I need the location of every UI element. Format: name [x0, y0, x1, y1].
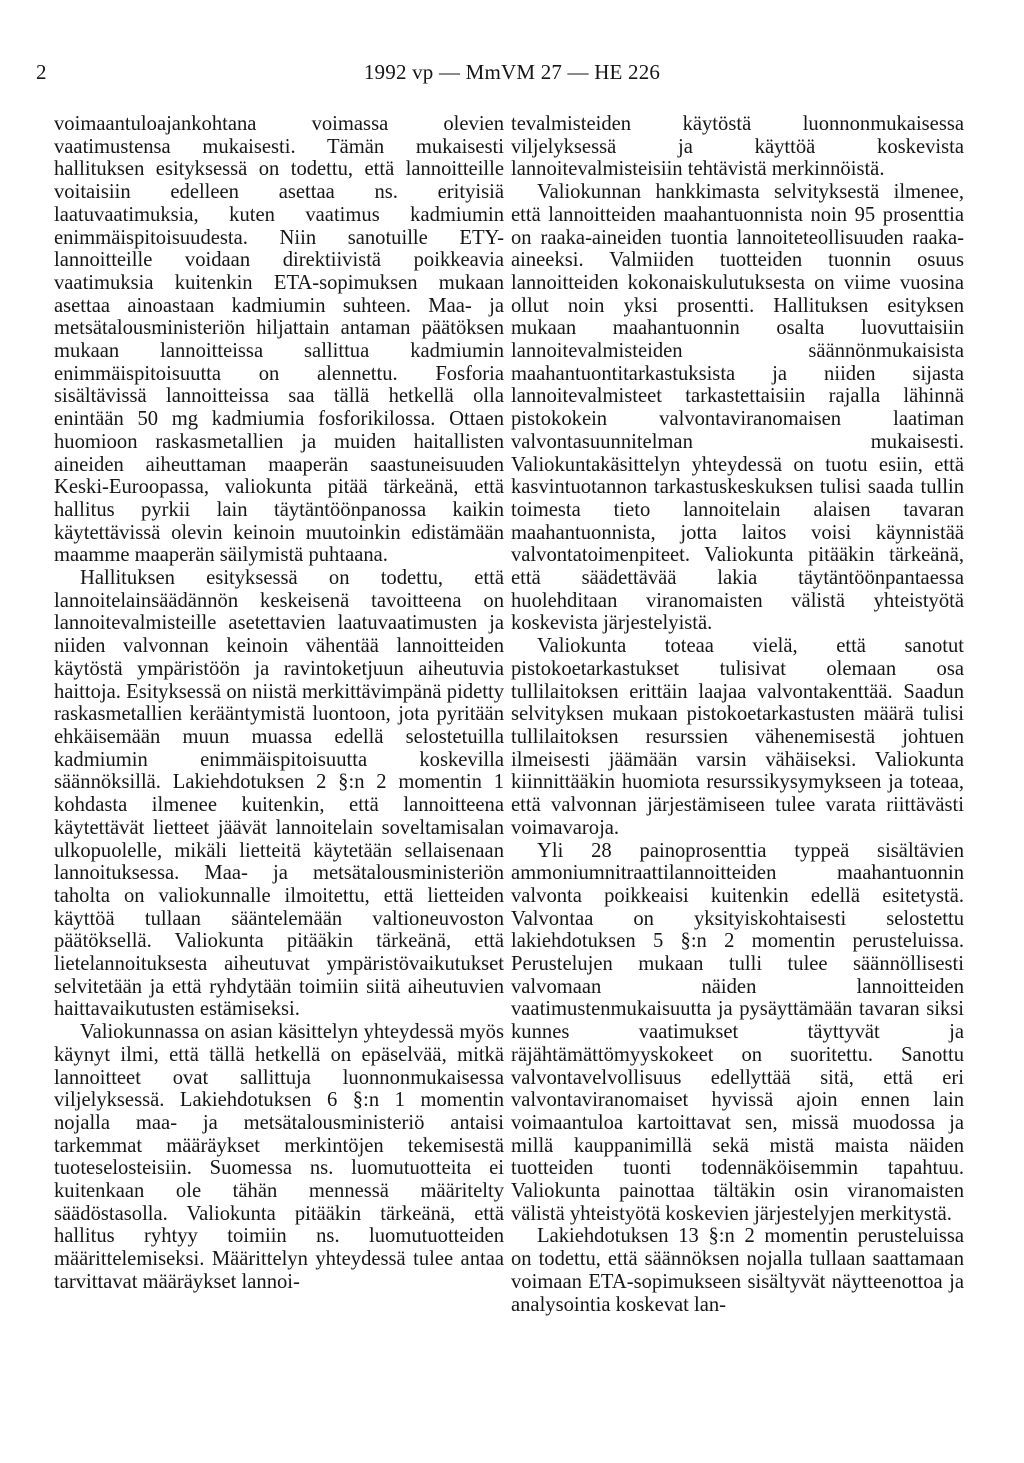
paragraph: Valiokunnan hankkimasta selvityksestä ilmenee, että lannoitteiden maahantuonnista noin 95 prosenttia on raaka-aineiden tuontia lannoiteteollisuuden raaka-aineeksi. Valmiiden tuotteiden tuonnin osuus lannoitteiden kokonaiskulutuksesta on viime vuosina ollut noin yksi prosentti. Hallituksen esityksen mukaan maahantuonnin osalta luovuttaisiin lannoitevalmisteiden säännönmukaisista maahantuontitarkastuksista ja niiden sijasta lannoitevalmisteet tarkastettaisiin rajalla lähinnä pistokokein valvontaviranomaisen laatiman valvontasuunnitelman mukaisesti. Valiokuntakäsittelyn yhteydessä on tuotu esiin, että kasvintuotannon tarkastuskeskuksen tulisi saada tullin toimesta tieto lannoitelain alaisen tavaran maahantuonnista, jotta laitos voisi käynnistää valvontatoimenpiteet. Valiokunta pitääkin tärkeänä, että säädettävää lakia täytäntöönpantaessa huolehditaan viranomaisten välistä yhteistyötä koskevista järjestelyistä.	[511, 181, 964, 635]
paragraph: voimaantuloajankohtana voimassa olevien vaatimustensa mukaisesti. Tämän mukaisesti hallituksen esityksessä on todettu, että lannoitteille voitaisiin edelleen asettaa ns. erityisiä laatuvaatimuksia, kuten vaatimus kadmiumin enimmäispitoisuudesta. Niin sanotuille ETY-lannoitteille voidaan direktiivistä poikkeavia vaatimuksia kuitenkin ETA-sopimuksen mukaan asettaa ainoastaan kadmiumin suhteen. Maa- ja metsätalousministeriön hiljattain antaman päätöksen mukaan lannoitteissa sallittua kadmiumin enimmäispitoisuutta on alennettu. Fosforia sisältävissä lannoitteissa saa tällä hetkellä olla enintään 50 mg kadmiumia fosforikilossa. Ottaen huomioon raskasmetallien ja muiden haitallisten aineiden aiheuttaman maaperän saastuneisuuden Keski-Euroopassa, valiokunta pitää tärkeänä, että hallitus pyrkii lain täytäntöönpanossa kaikin käytettävissä olevin keinoin muutoinkin edistämään maamme maaperän säilymistä puhtaana.	[54, 113, 504, 567]
page-header	[0, 60, 1024, 90]
page-number: 2	[36, 60, 47, 84]
left-column	[54, 113, 504, 1294]
paragraph: Yli 28 painoprosenttia typpeä sisältävien ammoniumnitraattilannoitteiden maahantuonnin valvonta poikkeaisi kuitenkin edellä esitetystä. Valvontaa on yksityiskohtaisesti selostettu lakiehdotuksen 5 §:n 2 momentin perusteluissa. Perustelujen mukaan tulli tulee säännöllisesti valvomaan näiden lannoitteiden vaatimustenmukaisuutta ja pysäyttämään tavaran siksi kunnes vaatimukset täyttyvät ja räjähtämättömyyskokeet on suoritettu. Sanottu valvontavelvollisuus edellyttää sitä, että eri valvontaviranomaiset hyvissä ajoin ennen lain voimaantuloa kartoittavat sen, missä muodossa ja millä kauppanimillä sekä mistä maista näiden tuotteiden tuonti todennäköisemmin tapahtuu. Valiokunta painottaa tältäkin osin viranomaisten välistä yhteistyötä koskevien järjestelyjen merkitystä.	[511, 839, 964, 1225]
paragraph: Valiokunta toteaa vielä, että sanotut pistokoetarkastukset tulisivat olemaan osa tullilaitoksen erittäin laajaa valvontakenttää. Saadun selvityksen mukaan pistokoetarkastusten määrä tulisi tullilaitoksen resurssien vähenemisestä johtuen ilmeisesti jäämään varsin vähäiseksi. Valiokunta kiinnittääkin huomiota resurssikysymykseen ja toteaa, että valvonnan järjestämiseen tulee varata riittävästi voimavaroja.	[511, 635, 964, 839]
paragraph: tevalmisteiden käytöstä luonnonmukaisessa viljelyksessä ja käyttöä koskevista lannoitevalmisteisiin tehtävistä merkinnöistä.	[511, 113, 964, 181]
paragraph: Hallituksen esityksessä on todettu, että lannoitelainsäädännön keskeisenä tavoitteena on lannoitevalmisteille asetettavien laatuvaatimusten ja niiden valvonnan keinoin vähentää lannoitteiden käytöstä ympäristöön ja ravintoketjuun aiheutuvia haittoja. Esityksessä on niistä merkittävimpänä pidetty raskasmetallien kerääntymistä luontoon, jota pyritään ehkäisemään muun muassa edellä selostetuilla kadmiumin enimmäispitoisuutta koskevilla säännöksillä. Lakiehdotuksen 2 §:n 2 momentin 1 kohdasta ilmenee kuitenkin, että lannoitteena käytettävät lietteet jäävät lannoitelain soveltamisalan ulkopuolelle, mikäli lietteitä käytetään sellaisenaan lannoituksessa. Maa- ja metsätalousministeriön taholta on valiokunnalle ilmoitettu, että lietteiden käyttöä tullaan sääntelemään valtioneuvoston päätöksellä. Valiokunta pitääkin tärkeänä, että lietelannoituksesta aiheutuvat ympäristövaikutukset selvitetään ja että ryhdytään toimiin siitä aiheutuvien haittavaikutusten estämiseksi.	[54, 567, 504, 1021]
running-head: 1992 vp — MmVM 27 — HE 226	[363, 60, 661, 84]
paragraph: Lakiehdotuksen 13 §:n 2 momentin perusteluissa on todettu, että säännöksen nojalla tullaan saattamaan voimaan ETA-sopimukseen sisältyvät näytteenottoa ja analysointia koskevat lan-	[511, 1225, 964, 1316]
right-column	[511, 113, 964, 1316]
paragraph: Valiokunnassa on asian käsittelyn yhteydessä myös käynyt ilmi, että tällä hetkellä on epäselvää, mitkä lannoitteet ovat sallittuja luonnonmukaisessa viljelyksessä. Lakiehdotuksen 6 §:n 1 momentin nojalla maa- ja metsätalousministeriö antaisi tarkemmat määräykset merkintöjen tekemisestä tuoteselosteisiin. Suomessa ns. luomutuotteita ei kuitenkaan ole tähän mennessä määritelty säädöstasolla. Valiokunta pitääkin tärkeänä, että hallitus ryhtyy toimiin ns. luomutuotteiden määrittelemiseksi. Määrittelyn yhteydessä tulee antaa tarvittavat määräykset lannoi-	[54, 1021, 504, 1293]
